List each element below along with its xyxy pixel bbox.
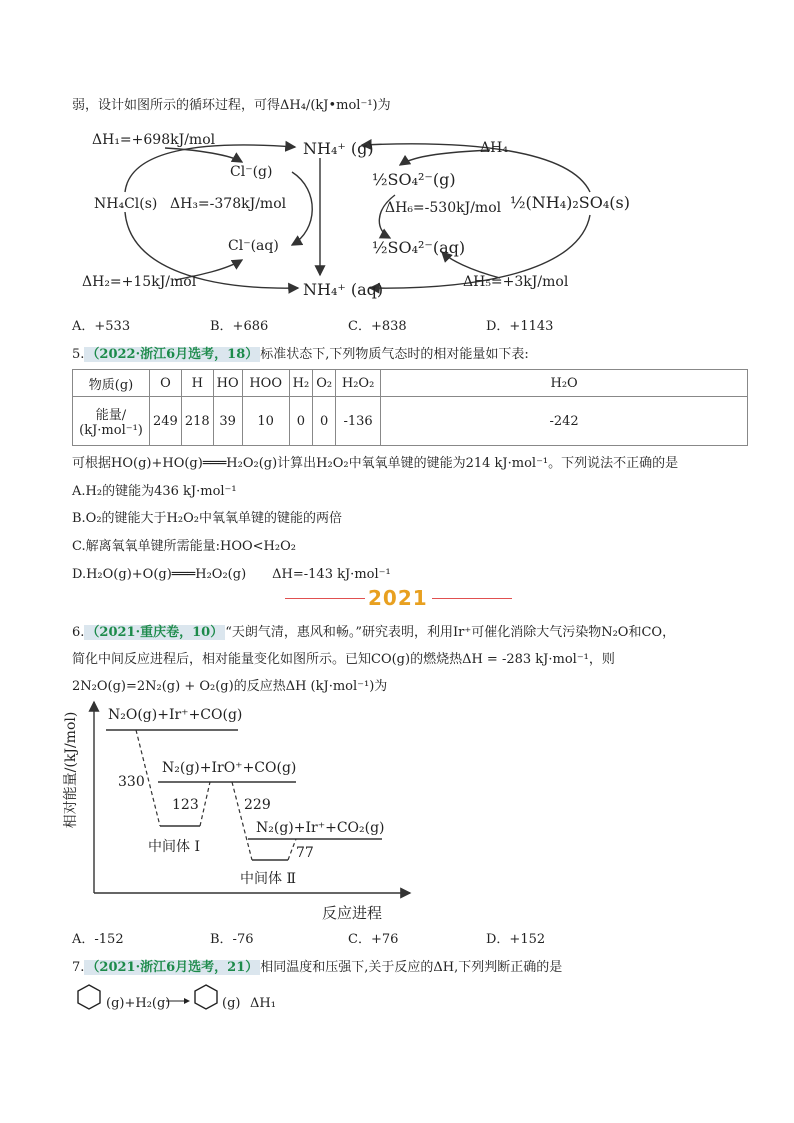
label-dh1: ΔH₁=+698kJ/mol	[92, 132, 216, 148]
q5-option-d: D.H₂O(g)+O(g)═══H₂O₂(g) ΔH=-143 kJ·mol⁻¹	[72, 567, 391, 582]
q6-option-b: B．-76	[210, 932, 254, 947]
label-cl-aq: Cl⁻(aq)	[228, 238, 279, 254]
table-cell: 249	[150, 397, 182, 446]
q4-option-c: C．+838	[348, 319, 407, 334]
q6-number: 6.	[72, 625, 85, 640]
label-level-products: N₂(g)+Ir⁺+CO₂(g)	[256, 820, 385, 836]
label-77: 77	[296, 845, 314, 861]
label-nh4-aq: NH₄⁺ (aq)	[303, 280, 384, 299]
cyclohexene-ring-icon	[192, 983, 220, 1011]
q5-header	[72, 343, 529, 362]
table-header: HO	[213, 370, 242, 397]
chart-ylabel: 相对能量/(kJ/mol)	[63, 711, 79, 829]
q5-stem: 标准状态下,下列物质气态时的相对能量如下表:	[260, 347, 529, 362]
table-cell: -242	[381, 397, 748, 446]
q5-line2: 可根据HO(g)+HO(g)═══H₂O₂(g)计算出H₂O₂中氧氧单键的键能为214 kJ·mol⁻¹。下列说法不正确的是	[72, 456, 679, 471]
q4-option-b: B．+686	[210, 319, 269, 334]
label-330: 330	[118, 774, 145, 790]
q6-header	[72, 621, 675, 640]
table-header: H₂O₂	[336, 370, 381, 397]
row-label-line2: (kJ·mol⁻¹)	[79, 423, 143, 438]
label-cl-g: Cl⁻(g)	[230, 164, 273, 180]
table-cell: 0	[313, 397, 336, 446]
intro-line: 弱，设计如图所示的循环过程，可得ΔH₄/(kJ•mol⁻¹)为	[72, 98, 391, 113]
label-level-intermediate-state: N₂(g)+IrO⁺+CO(g)	[162, 760, 297, 776]
label-dh3: ΔH₃=-378kJ/mol	[170, 196, 287, 212]
q6-option-a: A．-152	[72, 932, 124, 947]
q6-option-c: C．+76	[348, 932, 399, 947]
label-so4-g: ½SO₄²⁻(g)	[372, 170, 456, 189]
label-229: 229	[244, 797, 271, 813]
q5-option-c: C.解离氧氧单键所需能量:HOO<H₂O₂	[72, 539, 296, 554]
table-header: O₂	[313, 370, 336, 397]
benzene-ring-icon	[75, 983, 103, 1011]
q7-source-tag: （2021·浙江6月选考，21）	[86, 960, 259, 975]
table-row-label	[73, 397, 150, 446]
label-dh5: ΔH₅=+3kJ/mol	[463, 274, 569, 290]
year-divider-left	[285, 598, 365, 599]
q7-header	[72, 956, 562, 975]
dash-3	[232, 782, 252, 860]
q7-rxn-left: (g)+H₂(g)	[106, 996, 171, 1011]
table-header: H	[181, 370, 213, 397]
q6-stem3: 2N₂O(g)=2N₂(g) + O₂(g)的反应热ΔH (kJ·mol⁻¹)为	[72, 679, 388, 694]
label-dh2: ΔH₂=+15kJ/mol	[82, 274, 197, 290]
q4-option-d: D．+1143	[486, 319, 554, 334]
table-cell: -136	[336, 397, 381, 446]
arrow-dh3	[292, 172, 312, 245]
row-label-line1: 能量/	[95, 408, 127, 423]
dash-2	[200, 782, 210, 826]
q7-rxn-dh: ΔH₁	[250, 996, 276, 1011]
q6-source-tag: （2021·重庆卷，10）	[86, 625, 224, 640]
table-cell: 0	[289, 397, 313, 446]
label-level-reactants: N₂O(g)+Ir⁺+CO(g)	[108, 707, 243, 723]
dash-4	[288, 839, 296, 860]
year-banner: 2021	[368, 586, 428, 610]
table-cell: 218	[181, 397, 213, 446]
table-header: H₂	[289, 370, 313, 397]
q6-stem2: 简化中间反应进程后，相对能量变化如图所示。已知CO(g)的燃烧热ΔH = -283 kJ·mol⁻¹，则	[72, 652, 615, 667]
q6-stem1: “天朗气清，惠风和畅。”研究表明，利用Ir⁺可催化消除大气污染物N₂O和CO，	[225, 625, 676, 640]
table-header: O	[150, 370, 182, 397]
label-dh6: ΔH₆=-530kJ/mol	[385, 200, 502, 216]
label-nh4-g: NH₄⁺ (g)	[303, 139, 374, 158]
q6-option-d: D．+152	[486, 932, 546, 947]
label-intermediate-2: 中间体 Ⅱ	[240, 871, 296, 887]
arrow-to-clg	[165, 148, 242, 162]
q5-option-a: A.H₂的键能为436 kJ·mol⁻¹	[72, 484, 237, 499]
q5-source-tag: （2022·浙江6月选考，18）	[86, 347, 259, 362]
chart-xlabel: 反应进程	[322, 904, 383, 922]
q7-rxn-right: (g)	[222, 996, 241, 1011]
label-dh4: ΔH₄	[480, 140, 508, 156]
table-header: H₂O	[381, 370, 748, 397]
table-header: 物质(g)	[73, 370, 150, 397]
table-cell: 10	[242, 397, 289, 446]
energy-profile-chart	[60, 698, 420, 923]
year-divider-right	[432, 598, 512, 599]
label-so4-aq: ½SO₄²⁻(aq)	[372, 238, 466, 257]
q4-option-a: A．+533	[72, 319, 131, 334]
arrow-to-so4g	[400, 150, 490, 165]
q5-option-b: B.O₂的键能大于H₂O₂中氧氧单键的键能的两倍	[72, 511, 342, 526]
label-123: 123	[172, 797, 199, 813]
reaction-arrow-icon	[166, 996, 192, 1006]
label-nh4cl: NH₄Cl(s)	[94, 196, 158, 212]
table-header: HOO	[242, 370, 289, 397]
q7-number: 7.	[72, 960, 85, 975]
label-nh42so4: ½(NH₄)₂SO₄(s)	[510, 193, 630, 212]
label-intermediate-1: 中间体 Ⅰ	[148, 839, 200, 855]
q7-stem: 相同温度和压强下,关于反应的ΔH,下列判断正确的是	[260, 960, 563, 975]
q5-number: 5.	[72, 347, 85, 362]
table-cell: 39	[213, 397, 242, 446]
energy-table	[72, 369, 748, 446]
